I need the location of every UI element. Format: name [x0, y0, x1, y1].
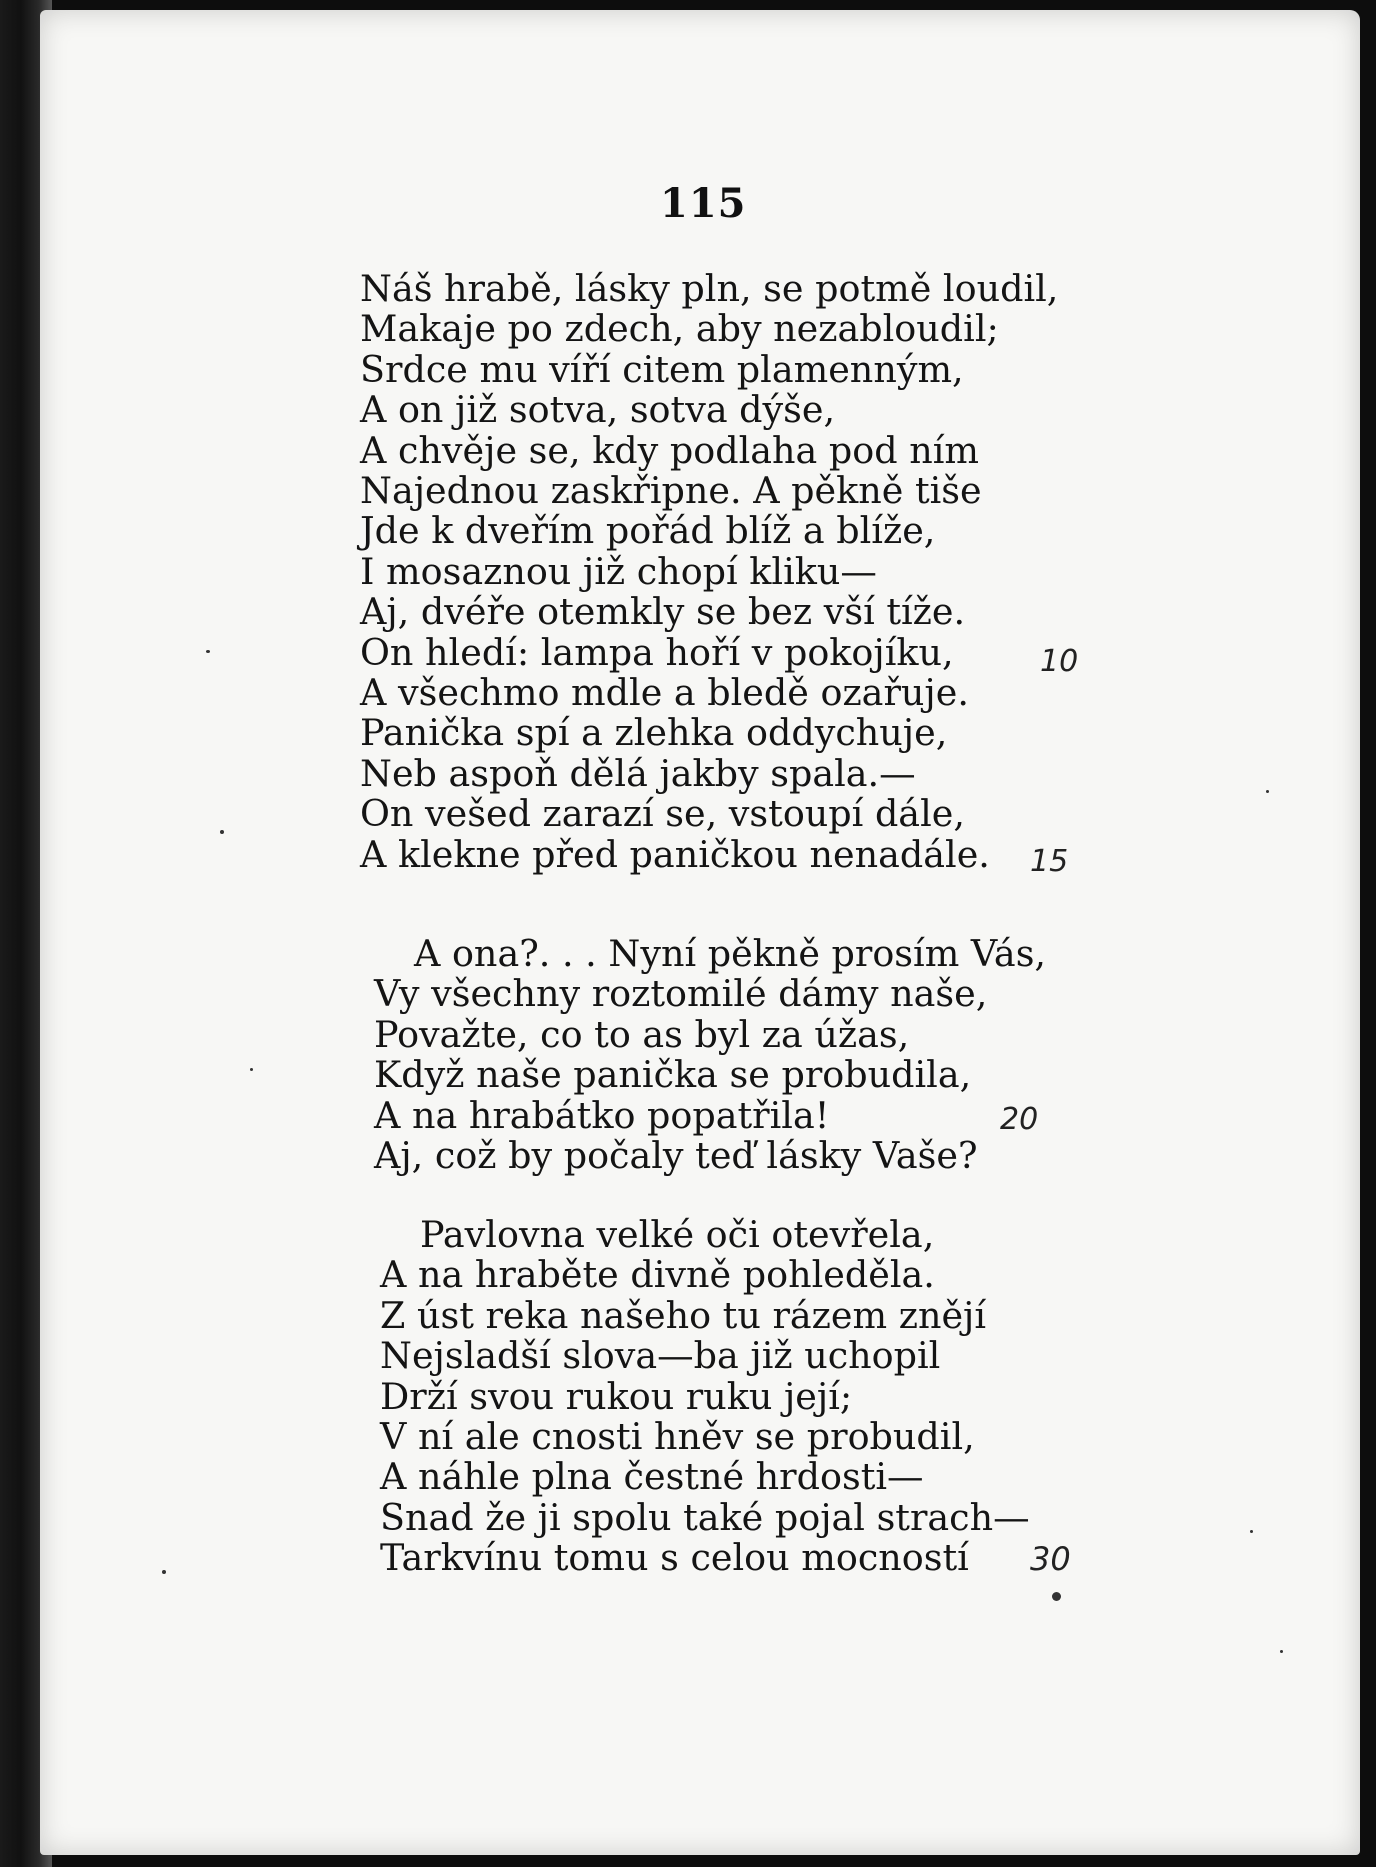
verse-line: Aj, dvéře otemkly se bez vší tíže.: [360, 590, 966, 634]
verse-line: A klekne před paničkou nenadále.: [360, 832, 990, 876]
verse-line: A náhle plna čestné hrdosti—: [380, 1455, 924, 1499]
verse-line: Srdce mu víří citem plamenným,: [360, 347, 964, 391]
verse-line: A ona?. . . Nyní pěkně prosím Vás,: [414, 932, 1047, 975]
ink-speck: [1266, 790, 1269, 793]
verse-line: Jde k dveřím pořád blíž a blíže,: [360, 509, 936, 553]
verse-line: Náš hrabě, lásky pln, se potmě loudil,: [360, 267, 1059, 310]
verse-line: Drží svou rukou ruku její;: [380, 1374, 853, 1418]
ink-speck: [1052, 1592, 1061, 1601]
verse-line: Z úst reka našeho tu rázem znějí: [380, 1293, 987, 1337]
handwritten-line-number: 10: [1040, 644, 1079, 679]
stanza-3: [380, 1215, 1030, 1579]
stanza-2: [374, 934, 1046, 1176]
verse-line: Panička spí a zlehka oddychuje,: [360, 711, 948, 755]
verse-line: Tarkvínu tomu s celou mocností: [380, 1536, 969, 1580]
verse-line: A na hraběte divně pohleděla.: [380, 1253, 935, 1297]
ink-speck: [1250, 1530, 1253, 1533]
page-number: 115: [660, 180, 747, 227]
stanza-1: [360, 269, 1058, 875]
handwritten-line-number: 30: [1030, 1540, 1071, 1578]
verse-line: A chvěje se, kdy podlaha pod ním: [360, 428, 980, 472]
handwritten-line-number: 15: [1030, 844, 1069, 879]
verse-line: On vešed zarazí se, vstoupí dále,: [360, 792, 965, 836]
verse-line: I mosaznou již chopí kliku—: [360, 549, 877, 593]
verse-line: Nejsladší slova—ba již uchopil: [380, 1334, 941, 1378]
verse-line: V ní ale cnosti hněv se probudil,: [380, 1415, 975, 1459]
ink-speck: [220, 830, 224, 834]
verse-line: Snad že ji spolu také pojal strach—: [380, 1495, 1030, 1539]
ink-speck: [250, 1068, 253, 1071]
verse-line: On hledí: lampa hoří v pokojíku,: [360, 630, 954, 674]
verse-line: Když naše panička se probudila,: [374, 1053, 972, 1097]
verse-line: Považte, co to as byl za úžas,: [374, 1012, 910, 1056]
ink-speck: [206, 650, 210, 653]
ink-speck: [162, 1570, 166, 1574]
verse-line: A on již sotva, sotva dýše,: [360, 388, 836, 432]
handwritten-line-number: 20: [1000, 1102, 1039, 1137]
verse-line: A všechmo mdle a bledě ozařuje.: [360, 671, 969, 715]
verse-line: Najednou zaskřipne. A pěkně tiše: [360, 469, 982, 513]
book-page: [40, 10, 1360, 1855]
verse-line: Pavlovna velké oči otevřela,: [420, 1213, 935, 1256]
ink-speck: [1280, 1650, 1283, 1653]
verse-line: A na hrabátko popatřila!: [374, 1093, 830, 1137]
verse-line: Makaje po zdech, aby nezabloudil;: [360, 307, 999, 351]
verse-line: Vy všechny roztomilé dámy naše,: [374, 972, 988, 1016]
verse-line: Aj, což by počaly teď lásky Vaše?: [374, 1134, 978, 1178]
verse-line: Neb aspoň dělá jakby spala.—: [360, 751, 916, 795]
